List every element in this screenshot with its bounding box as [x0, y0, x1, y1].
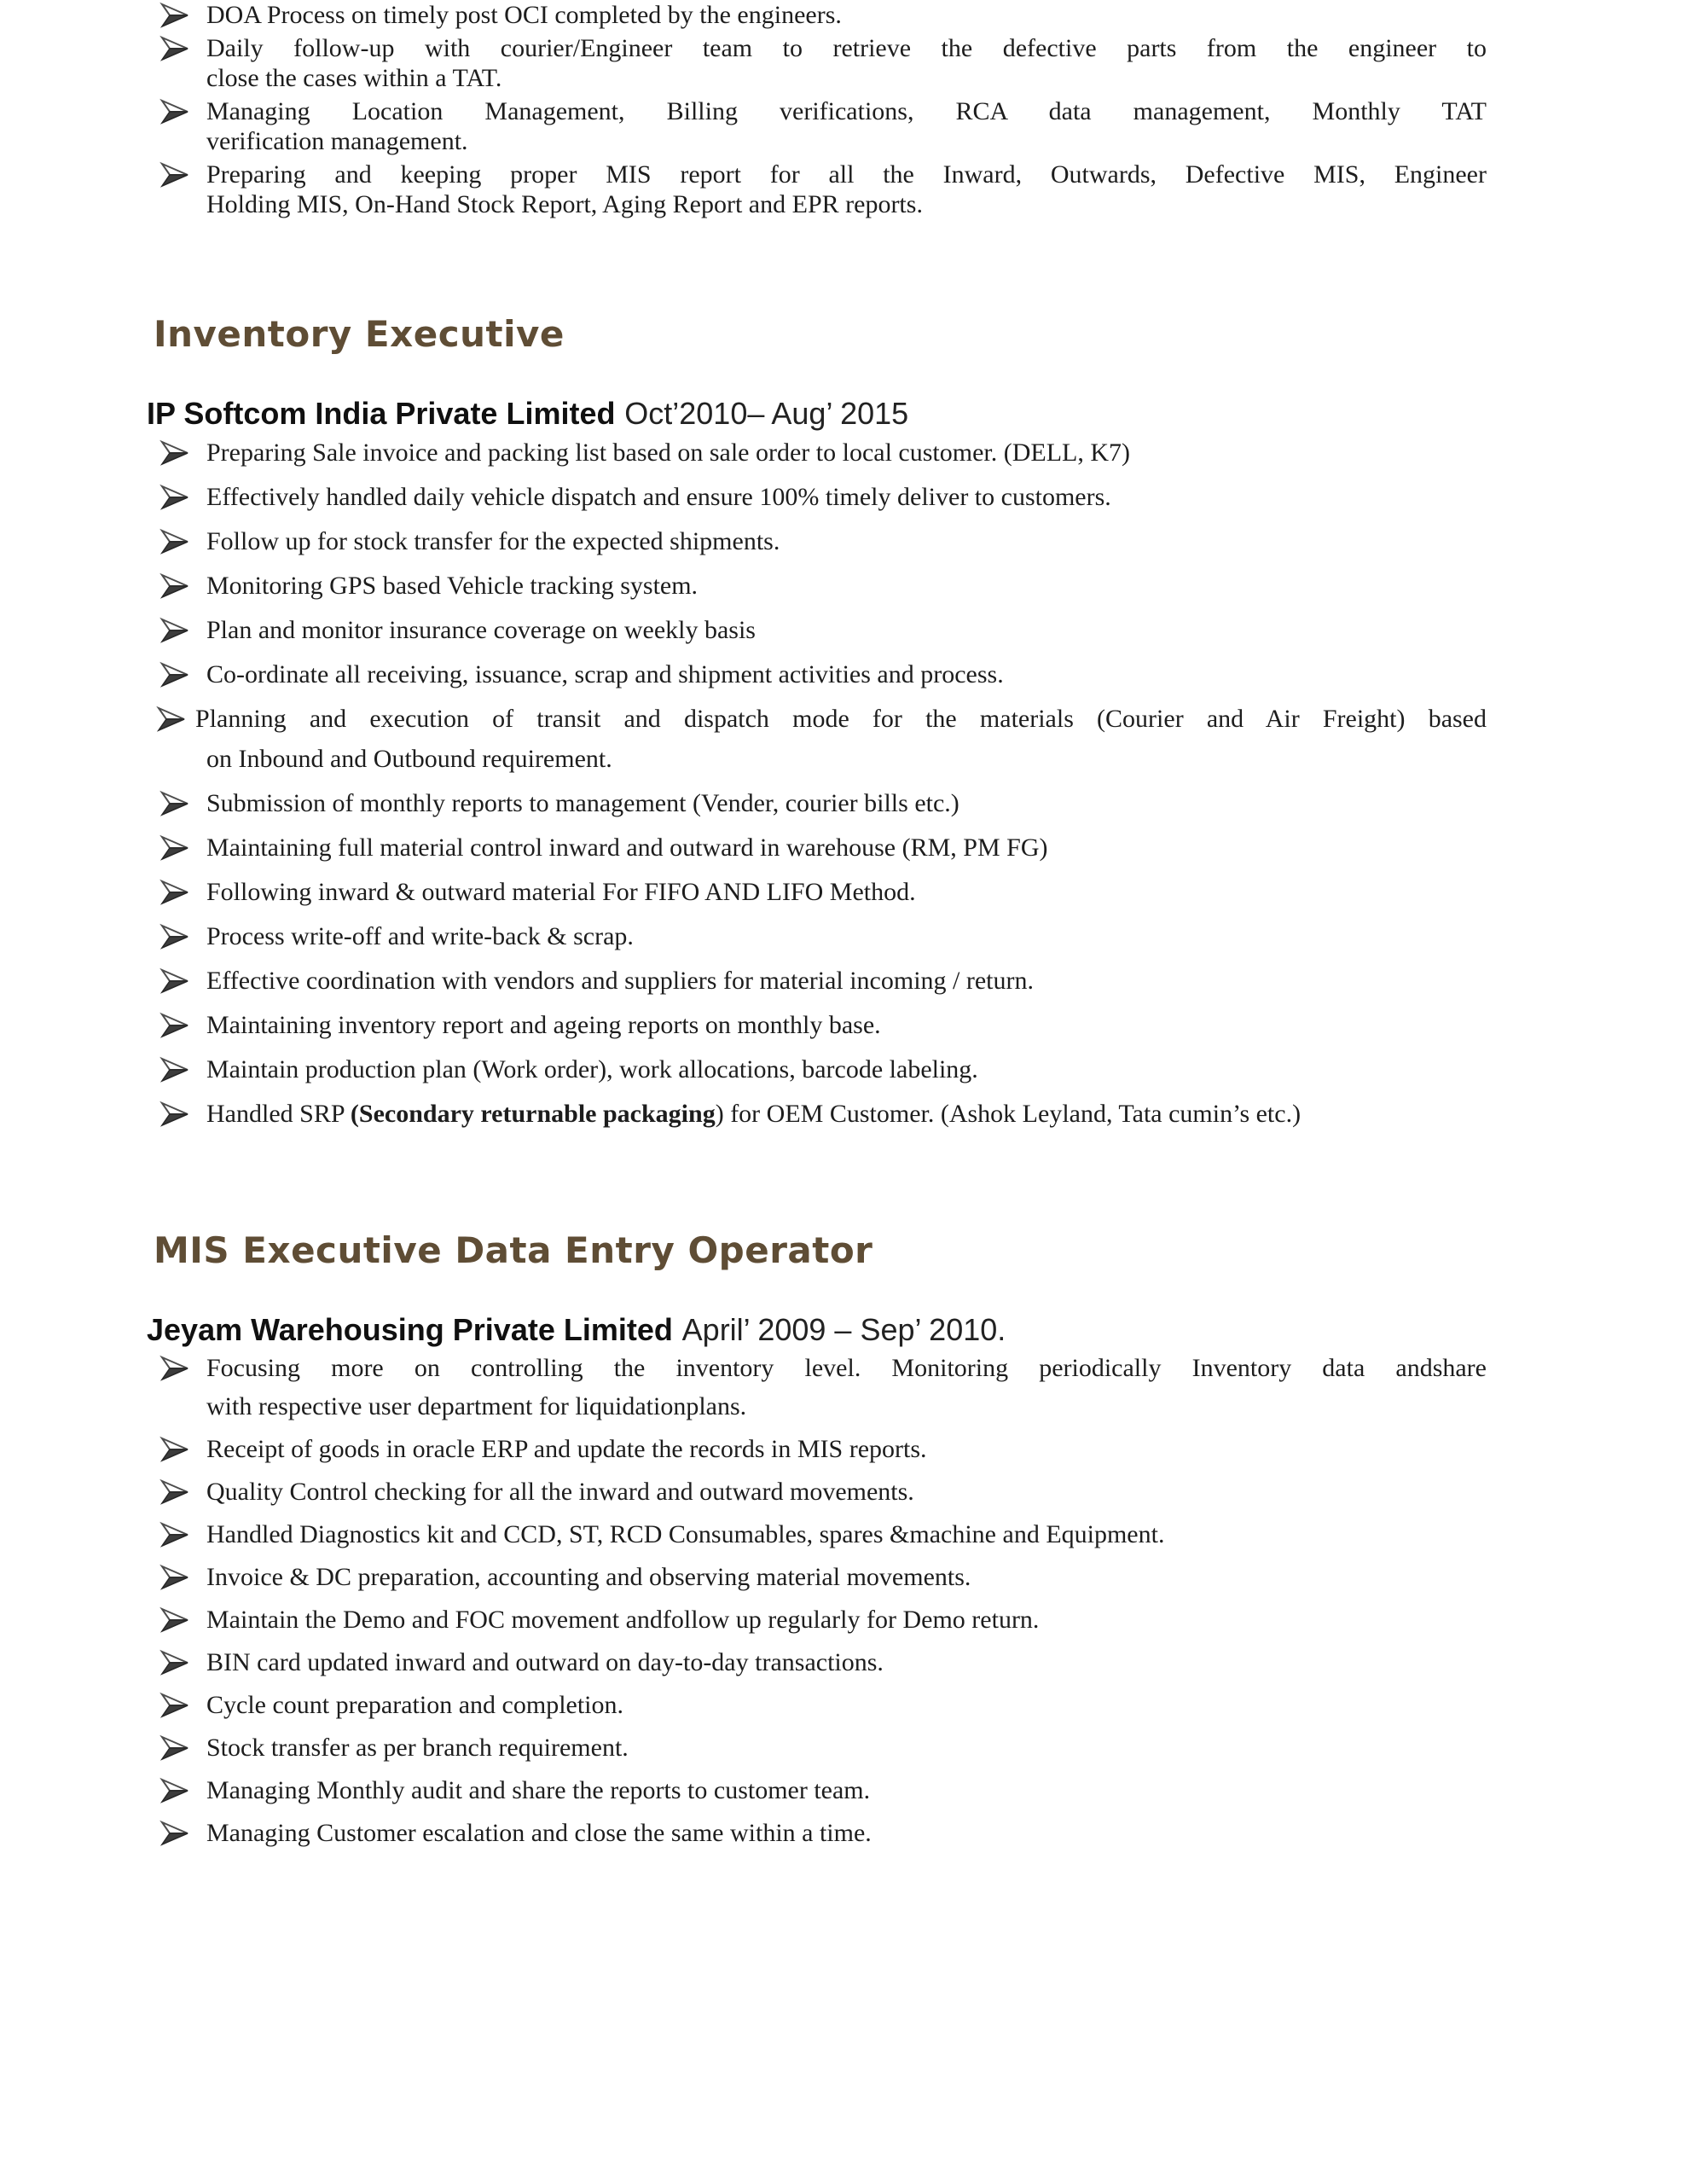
- arrowhead-bullet-icon: [159, 98, 191, 125]
- company-line: [147, 395, 1487, 433]
- arrowhead-bullet-icon: [159, 661, 191, 688]
- list-item-line: Daily follow-up with courier/Engineer team to retrieve the defective parts from the engineer to: [206, 34, 1487, 62]
- list-item-line: Receipt of goods in oracle ERP and update the records in MIS reports.: [206, 1435, 927, 1463]
- employment-dates: April’ 2009 – Sep’ 2010.: [681, 1312, 1006, 1347]
- list-item: [206, 1472, 1487, 1511]
- list-item: [206, 33, 1487, 93]
- list-item-line: Focusing more on controlling the inventory level. Monitoring periodically Inventory data andshare: [206, 1354, 1487, 1382]
- list-item-line: verification management.: [206, 127, 468, 155]
- list-item-line: Maintain the Demo and FOC movement andfollow up regularly for Demo return.: [206, 1606, 1040, 1634]
- list-item-line: Plan and monitor insurance coverage on weekly basis: [206, 616, 756, 644]
- intro-bullet-list: [147, 0, 1487, 219]
- list-item: [206, 477, 1487, 517]
- list-item-line: Quality Control checking for all the inward and outward movements.: [206, 1478, 914, 1506]
- list-item-line: BIN card updated inward and outward on day-to-day transactions.: [206, 1648, 884, 1676]
- list-item-line: Managing Location Management, Billing verifications, RCA data management, Monthly TAT: [206, 97, 1487, 125]
- list-item-line: Maintaining inventory report and ageing reports on monthly base.: [206, 1011, 881, 1039]
- list-item: [206, 521, 1487, 561]
- srp-bold-text: (Secondary returnable packaging: [350, 1100, 716, 1128]
- list-item: [206, 1558, 1487, 1596]
- srp-suffix: ) for OEM Customer. (Ashok Leyland, Tata cumin’s etc.): [715, 1100, 1301, 1128]
- arrowhead-bullet-icon: [159, 484, 191, 511]
- arrowhead-bullet-icon: [159, 1056, 191, 1083]
- list-item-line: close the cases within a TAT.: [206, 64, 502, 92]
- list-item-line: Maintaining full material control inward and outward in warehouse (RM, PM FG): [206, 834, 1048, 862]
- list-item: [206, 1049, 1487, 1089]
- list-item-line: Holding MIS, On-Hand Stock Report, Aging Report and EPR reports.: [206, 190, 923, 218]
- list-item: [206, 96, 1487, 156]
- company-name: Jeyam Warehousing Private Limited: [147, 1312, 673, 1347]
- list-item: [206, 783, 1487, 823]
- arrowhead-bullet-icon: [159, 1734, 191, 1762]
- list-item-line: on Inbound and Outbound requirement.: [206, 745, 612, 773]
- list-item-line: Preparing and keeping proper MIS report for all the Inward, Outwards, Defective MIS, Engineer: [206, 160, 1487, 189]
- srp-prefix: Handled SRP: [206, 1100, 351, 1128]
- arrowhead-bullet-icon: [159, 1606, 191, 1634]
- list-item: [206, 1814, 1487, 1852]
- list-item: [206, 916, 1487, 956]
- list-item: [195, 699, 1487, 779]
- list-item: [206, 1771, 1487, 1809]
- company-name: IP Softcom India Private Limited: [147, 396, 616, 431]
- company-line: [147, 1311, 1487, 1349]
- arrowhead-bullet-icon: [159, 790, 191, 817]
- list-item-line: Maintain production plan (Work order), work allocations, barcode labeling.: [206, 1055, 978, 1083]
- arrowhead-bullet-icon: [159, 617, 191, 644]
- list-item-line: Preparing Sale invoice and packing list based on sale order to local customer. (DELL, K7): [206, 439, 1131, 467]
- list-item-line: Effectively handled daily vehicle dispatch and ensure 100% timely deliver to customers.: [206, 483, 1111, 511]
- arrowhead-bullet-icon: [159, 1820, 191, 1847]
- list-item: [206, 610, 1487, 650]
- list-item-line: Process write-off and write-back & scrap.: [206, 922, 634, 950]
- list-item-line: Handled Diagnostics kit and CCD, ST, RCD Consumables, spares &machine and Equipment.: [206, 1520, 1165, 1548]
- list-item: [206, 160, 1487, 219]
- list-item: [206, 566, 1487, 606]
- list-item-line: with respective user department for liquidationplans.: [206, 1392, 747, 1420]
- arrowhead-bullet-icon: [159, 528, 191, 555]
- list-item: [206, 1643, 1487, 1682]
- list-item: [206, 654, 1487, 694]
- arrowhead-bullet-icon: [159, 1564, 191, 1591]
- list-item-line: DOA Process on timely post OCI completed by the engineers.: [206, 1, 842, 29]
- list-item-line: Planning and execution of transit and dispatch mode for the materials (Courier and Air Freight) based: [195, 705, 1487, 733]
- list-item: [206, 1430, 1487, 1468]
- list-item: [206, 961, 1487, 1001]
- list-item: [206, 1686, 1487, 1724]
- list-item-line: Stock transfer as per branch requirement.: [206, 1734, 629, 1762]
- list-item-line: Monitoring GPS based Vehicle tracking system.: [206, 572, 699, 600]
- arrowhead-bullet-icon: [159, 161, 191, 189]
- arrowhead-bullet-icon: [159, 1355, 191, 1382]
- list-item: [206, 1728, 1487, 1767]
- arrowhead-bullet-icon: [159, 2, 191, 29]
- list-item-line: Effective coordination with vendors and suppliers for material incoming / return.: [206, 967, 1035, 995]
- arrowhead-bullet-icon: [159, 1436, 191, 1463]
- arrowhead-bullet-icon: [159, 1692, 191, 1719]
- arrowhead-bullet-icon: [159, 572, 191, 600]
- list-item: [206, 1349, 1487, 1426]
- list-item-line: Managing Monthly audit and share the reports to customer team.: [206, 1776, 871, 1804]
- list-item: [206, 1515, 1487, 1554]
- list-item-line: Invoice & DC preparation, accounting and observing material movements.: [206, 1563, 971, 1591]
- arrowhead-bullet-icon: [159, 1478, 191, 1506]
- arrowhead-bullet-icon: [159, 439, 191, 467]
- arrowhead-bullet-icon: [159, 967, 191, 995]
- list-item-line: Follow up for stock transfer for the expected shipments.: [206, 527, 780, 555]
- arrowhead-bullet-icon: [159, 879, 191, 906]
- section-title-mis-executive: MIS Executive Data Entry Operator: [154, 1229, 873, 1271]
- arrowhead-bullet-icon: [159, 834, 191, 862]
- list-item-line: Following inward & outward material For FIFO AND LIFO Method.: [206, 878, 916, 906]
- arrowhead-bullet-icon: [159, 1777, 191, 1804]
- arrowhead-bullet-icon: [159, 1012, 191, 1039]
- list-item-line: Submission of monthly reports to management (Vender, courier bills etc.): [206, 789, 959, 817]
- list-item: [206, 1094, 1487, 1134]
- list-item: [206, 872, 1487, 912]
- list-item-line: [206, 1094, 1487, 1134]
- list-item: [206, 1600, 1487, 1639]
- inventory-bullet-list: [147, 433, 1487, 1134]
- list-item: [206, 828, 1487, 868]
- arrowhead-bullet-icon: [155, 706, 188, 733]
- arrowhead-bullet-icon: [159, 923, 191, 950]
- list-item-line: Cycle count preparation and completion.: [206, 1691, 624, 1719]
- arrowhead-bullet-icon: [159, 1521, 191, 1548]
- employment-dates: Oct’2010– Aug’ 2015: [624, 396, 909, 431]
- section-title-inventory-executive: Inventory Executive: [154, 313, 565, 355]
- arrowhead-bullet-icon: [159, 35, 191, 62]
- mis-bullet-list: [147, 1349, 1487, 1852]
- list-item: [206, 433, 1487, 473]
- list-item: [206, 1005, 1487, 1045]
- arrowhead-bullet-icon: [159, 1101, 191, 1128]
- list-item-line: Managing Customer escalation and close the same within a time.: [206, 1819, 872, 1847]
- arrowhead-bullet-icon: [159, 1649, 191, 1676]
- list-item: [206, 0, 1487, 30]
- list-item-line: Co-ordinate all receiving, issuance, scrap and shipment activities and process.: [206, 660, 1004, 688]
